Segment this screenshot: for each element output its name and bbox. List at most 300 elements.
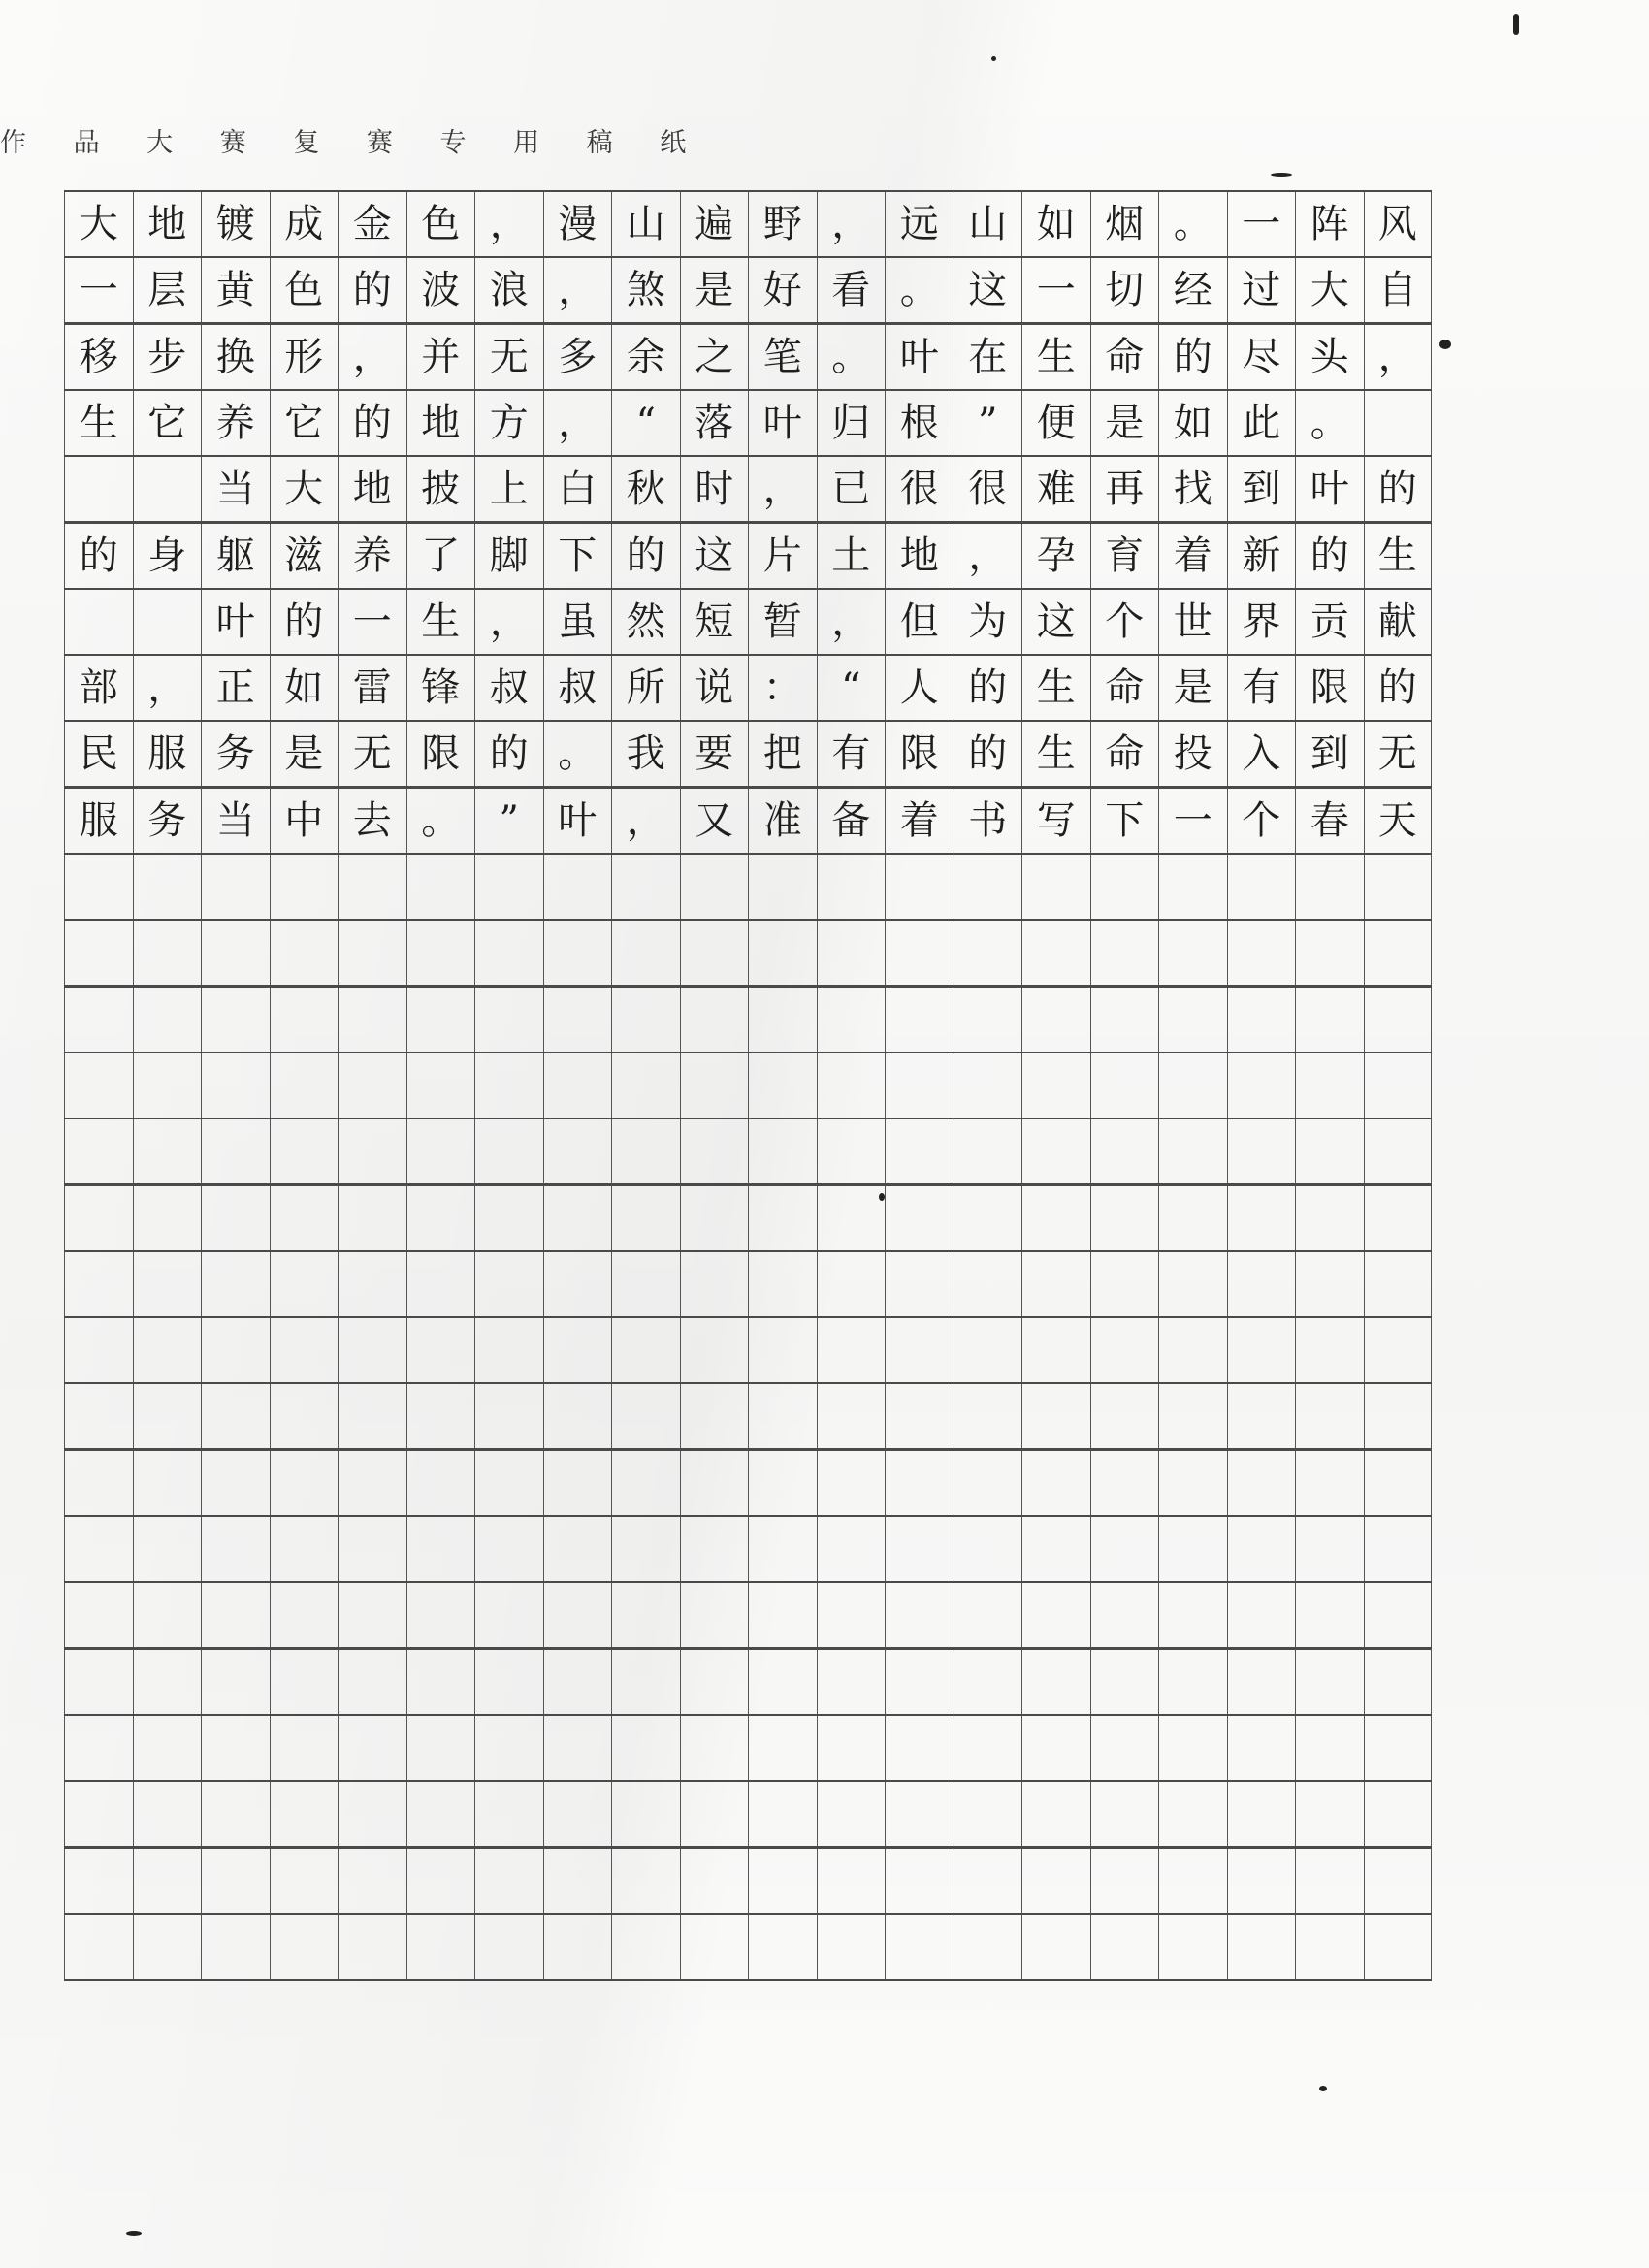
grid-cell: 余 [611,325,680,389]
grid-cell [1364,1849,1433,1913]
grid-cell [338,1186,406,1250]
grid-cell [748,1782,817,1846]
grid-cell: 便 [1021,391,1090,455]
grid-cell [1364,391,1433,455]
grid-cell [1364,1318,1433,1382]
grid-cell [64,1252,133,1316]
grid-cell [1021,1782,1090,1846]
grid-cell: 如 [270,656,339,720]
grid-cell [885,1053,954,1118]
grid-cell: 地 [885,524,954,588]
grid-cell [1158,921,1227,985]
grid-cell [64,1451,133,1515]
grid-cell: 服 [133,722,202,786]
grid-cell [1295,1318,1364,1382]
grid-cell [270,1716,339,1780]
grid-cell [1227,1849,1296,1913]
grid-cell: ， [474,192,543,256]
grid-cell [406,988,475,1052]
grid-cell: 部 [64,656,133,720]
grid-cell [1364,855,1433,919]
grid-cell [885,1186,954,1250]
grid-cell [133,1053,202,1118]
grid-cell: 然 [611,590,680,654]
grid-cell [885,1384,954,1448]
grid-cell: 很 [885,457,954,521]
grid-cell [1090,1053,1159,1118]
grid-cell [1158,1517,1227,1581]
grid-cell: “ [611,391,680,455]
grid-cell: 一 [1021,258,1090,322]
grid-cell [474,1186,543,1250]
grid-cell: 人 [885,656,954,720]
grid-cell [1227,1716,1296,1780]
grid-cell [611,1650,680,1714]
grid-cell: 难 [1021,457,1090,521]
grid-cell: 生 [1021,325,1090,389]
grid-cell: 头 [1295,325,1364,389]
grid-cell [338,1252,406,1316]
grid-cell [64,1650,133,1714]
grid-cell [270,1252,339,1316]
grid-cell: 雷 [338,656,406,720]
grid-cell: 民 [64,722,133,786]
grid-cell: 色 [270,258,339,322]
grid-cell: 新 [1227,524,1296,588]
grid-cell [270,1119,339,1183]
grid-cell [406,1384,475,1448]
grid-cell [1364,1915,1433,1979]
grid-cell [680,855,749,919]
grid-cell [748,1186,817,1250]
grid-cell: 养 [201,391,270,455]
grid-cell: 再 [1090,457,1159,521]
grid-cell: 为 [954,590,1022,654]
grid-cell: 遍 [680,192,749,256]
grid-cell [680,1318,749,1382]
grid-cell [1021,1849,1090,1913]
grid-cell: 叶 [885,325,954,389]
grid-cell [133,1716,202,1780]
grid-cell: 限 [885,722,954,786]
grid-cell: 找 [1158,457,1227,521]
grid-cell [885,1451,954,1515]
grid-cell: 个 [1227,789,1296,853]
grid-cell [133,1782,202,1846]
grid-cell: 的 [1295,524,1364,588]
ink-speck [1513,14,1519,35]
grid-cell [748,1716,817,1780]
grid-cell [680,1782,749,1846]
grid-cell [1090,1119,1159,1183]
grid-row [64,1250,1432,1318]
grid-cell [201,1119,270,1183]
grid-cell: 它 [270,391,339,455]
grid-cell [817,1716,886,1780]
grid-cell: 是 [1158,656,1227,720]
grid-cell: “ [817,656,886,720]
grid-cell [270,1782,339,1846]
grid-cell: ， [543,258,612,322]
grid-cell [1364,1252,1433,1316]
grid-cell: 层 [133,258,202,322]
grid-row [64,588,1432,656]
grid-cell [611,1849,680,1913]
grid-cell: 步 [133,325,202,389]
grid-cell [1227,1384,1296,1448]
grid-cell [817,1782,886,1846]
grid-cell: 的 [954,722,1022,786]
grid-cell [954,1915,1022,1979]
grid-cell [1364,921,1433,985]
grid-cell: 时 [680,457,749,521]
grid-cell [1021,988,1090,1052]
grid-cell [611,988,680,1052]
grid-cell [817,855,886,919]
grid-cell: 有 [1227,656,1296,720]
grid-cell [133,1849,202,1913]
grid-cell [1158,1650,1227,1714]
grid-cell [611,1915,680,1979]
grid-row [64,256,1432,324]
grid-cell [1227,988,1296,1052]
grid-cell [611,1782,680,1846]
grid-cell [611,1252,680,1316]
grid-cell [611,1583,680,1647]
grid-cell [1158,1716,1227,1780]
grid-cell [611,921,680,985]
grid-cell [611,1384,680,1448]
ink-speck [1271,173,1292,177]
grid-cell [748,1517,817,1581]
grid-cell: 归 [817,391,886,455]
grid-cell: 入 [1227,722,1296,786]
grid-cell [885,1782,954,1846]
grid-cell [338,988,406,1052]
grid-cell [338,921,406,985]
grid-cell [64,1318,133,1382]
grid-cell [474,1451,543,1515]
grid-cell [474,1782,543,1846]
grid-cell: 如 [1158,391,1227,455]
grid-cell [1295,1053,1364,1118]
grid-cell [1227,1186,1296,1250]
grid-cell: 世 [1158,590,1227,654]
grid-cell [680,1517,749,1581]
grid-cell: 虽 [543,590,612,654]
grid-cell [1364,1716,1433,1780]
grid-cell [133,590,202,654]
grid-cell: 的 [64,524,133,588]
grid-cell: 我 [611,722,680,786]
grid-cell [1021,1252,1090,1316]
grid-cell: 生 [1021,656,1090,720]
grid-cell: 波 [406,258,475,322]
grid-cell: 正 [201,656,270,720]
grid-cell [954,1849,1022,1913]
grid-cell: 的 [611,524,680,588]
grid-cell [406,1716,475,1780]
grid-cell [885,855,954,919]
grid-row [64,1052,1432,1119]
grid-cell: 当 [201,789,270,853]
grid-cell [817,1517,886,1581]
ink-speck [126,2231,142,2236]
grid-cell [954,988,1022,1052]
grid-cell: 并 [406,325,475,389]
grid-cell: 春 [1295,789,1364,853]
grid-cell: ， [954,524,1022,588]
grid-row [64,853,1432,921]
grid-cell [338,1517,406,1581]
grid-cell [817,988,886,1052]
ink-speck [991,56,996,61]
grid-cell: 烟 [1090,192,1159,256]
grid-cell: 大 [64,192,133,256]
grid-cell [474,855,543,919]
grid-row [64,654,1432,722]
grid-cell: 限 [1295,656,1364,720]
grid-cell: 自 [1364,258,1433,322]
grid-row [64,1581,1432,1649]
grid-cell [133,1384,202,1448]
grid-cell [474,1053,543,1118]
grid-cell [406,1318,475,1382]
grid-cell: 写 [1021,789,1090,853]
grid-cell [270,1053,339,1118]
grid-cell [1364,1119,1433,1183]
grid-cell [1090,1782,1159,1846]
grid-cell [885,988,954,1052]
grid-cell: 但 [885,590,954,654]
grid-cell [406,1915,475,1979]
grid-cell [543,1053,612,1118]
grid-cell: 的 [270,590,339,654]
grid-cell [474,988,543,1052]
grid-cell [1158,1849,1227,1913]
grid-cell: 生 [1021,722,1090,786]
grid-cell [64,1119,133,1183]
grid-cell: 远 [885,192,954,256]
grid-row [64,787,1432,855]
grid-cell: 白 [543,457,612,521]
grid-cell [543,1451,612,1515]
grid-cell [1090,1517,1159,1581]
grid-cell [885,1583,954,1647]
grid-cell: 尽 [1227,325,1296,389]
grid-cell [133,1517,202,1581]
grid-cell [474,1716,543,1780]
grid-cell [133,1186,202,1250]
grid-cell: 无 [338,722,406,786]
grid-cell: 片 [748,524,817,588]
grid-cell: 着 [885,789,954,853]
grid-cell [680,1451,749,1515]
grid-cell [885,1252,954,1316]
grid-cell: 方 [474,391,543,455]
grid-cell [406,1451,475,1515]
grid-cell [338,1782,406,1846]
grid-cell [133,921,202,985]
grid-cell: 切 [1090,258,1159,322]
grid-cell [201,988,270,1052]
grid-cell: 暂 [748,590,817,654]
grid-cell: 。 [1158,192,1227,256]
grid-cell: 了 [406,524,475,588]
grid-cell: 它 [133,391,202,455]
grid-cell [885,1915,954,1979]
grid-cell [201,1650,270,1714]
grid-cell [1364,1650,1433,1714]
grid-cell [817,1053,886,1118]
grid-cell [611,855,680,919]
grid-cell: ， [817,590,886,654]
grid-cell: 叔 [543,656,612,720]
grid-cell: 一 [64,258,133,322]
grid-cell [64,1782,133,1846]
grid-cell [611,1451,680,1515]
grid-cell [406,921,475,985]
grid-cell: 大 [270,457,339,521]
grid-cell [1090,1451,1159,1515]
grid-cell [680,1053,749,1118]
grid-cell [474,921,543,985]
grid-cell: ， [1364,325,1433,389]
grid-cell: 准 [748,789,817,853]
grid-row [64,323,1432,391]
grid-cell: 生 [406,590,475,654]
grid-cell [64,1053,133,1118]
grid-cell [543,1119,612,1183]
grid-cell: 山 [611,192,680,256]
grid-cell [338,1384,406,1448]
grid-cell [1158,1451,1227,1515]
grid-cell [474,1583,543,1647]
grid-cell [64,1849,133,1913]
grid-cell: 界 [1227,590,1296,654]
grid-cell [201,1384,270,1448]
grid-cell: 当 [201,457,270,521]
grid-row [64,1382,1432,1450]
grid-cell: 根 [885,391,954,455]
grid-cell [338,1915,406,1979]
grid-cell [338,1583,406,1647]
grid-cell: 命 [1090,656,1159,720]
grid-cell: 有 [817,722,886,786]
grid-cell [1090,1583,1159,1647]
grid-cell [954,1318,1022,1382]
grid-cell [406,1119,475,1183]
grid-cell [680,988,749,1052]
grid-cell [748,1318,817,1382]
grid-cell [1158,988,1227,1052]
grid-cell [680,921,749,985]
grid-cell: 野 [748,192,817,256]
grid-cell [817,1119,886,1183]
grid-cell: 滋 [270,524,339,588]
grid-cell [1364,1517,1433,1581]
grid-cell [201,855,270,919]
grid-cell: 这 [680,524,749,588]
grid-cell [817,1186,886,1250]
ink-speck [1319,2086,1327,2091]
grid-cell [1227,921,1296,985]
grid-cell [133,1252,202,1316]
grid-cell [748,1583,817,1647]
grid-row [64,190,1432,258]
grid-cell [1227,1915,1296,1979]
grid-cell: 换 [201,325,270,389]
grid-cell [543,1384,612,1448]
grid-cell [1227,1318,1296,1382]
grid-cell [201,1053,270,1118]
grid-cell [201,1716,270,1780]
grid-cell [270,1915,339,1979]
grid-row [64,1184,1432,1252]
grid-cell [1295,1782,1364,1846]
grid-cell: 大 [1295,258,1364,322]
grid-cell [1295,1517,1364,1581]
grid-cell [1364,1782,1433,1846]
grid-cell [748,1252,817,1316]
grid-cell [954,1517,1022,1581]
grid-cell: 叶 [748,391,817,455]
grid-cell [1090,1186,1159,1250]
grid-cell [748,1849,817,1913]
grid-cell: ： [748,656,817,720]
grid-cell [680,1252,749,1316]
grid-cell [748,1053,817,1118]
grid-cell: ， [748,457,817,521]
grid-cell [1295,1451,1364,1515]
grid-cell [543,1186,612,1250]
grid-cell: 又 [680,789,749,853]
grid-cell [543,1849,612,1913]
grid-cell: 务 [133,789,202,853]
grid-cell [133,1119,202,1183]
grid-cell [133,1650,202,1714]
grid-cell [201,1186,270,1250]
grid-cell [954,1782,1022,1846]
grid-cell [817,1650,886,1714]
grid-cell [406,1517,475,1581]
grid-row [64,1780,1432,1848]
grid-cell [543,1517,612,1581]
grid-cell: 已 [817,457,886,521]
grid-cell [1090,1650,1159,1714]
grid-cell: 限 [406,722,475,786]
grid-cell: 短 [680,590,749,654]
grid-cell [1090,855,1159,919]
grid-cell: 到 [1295,722,1364,786]
grid-row [64,1648,1432,1716]
grid-cell [1158,1119,1227,1183]
grid-cell: 风 [1364,192,1433,256]
grid-cell [133,1318,202,1382]
grid-cell: 黄 [201,258,270,322]
grid-cell: 服 [64,789,133,853]
grid-cell [680,1119,749,1183]
grid-cell [954,1119,1022,1183]
grid-cell [1364,1384,1433,1448]
grid-cell [1090,1915,1159,1979]
grid-cell [1295,1119,1364,1183]
grid-cell [680,1849,749,1913]
grid-cell: 的 [338,391,406,455]
grid-cell [270,1583,339,1647]
grid-cell: 躯 [201,524,270,588]
grid-cell [543,1650,612,1714]
